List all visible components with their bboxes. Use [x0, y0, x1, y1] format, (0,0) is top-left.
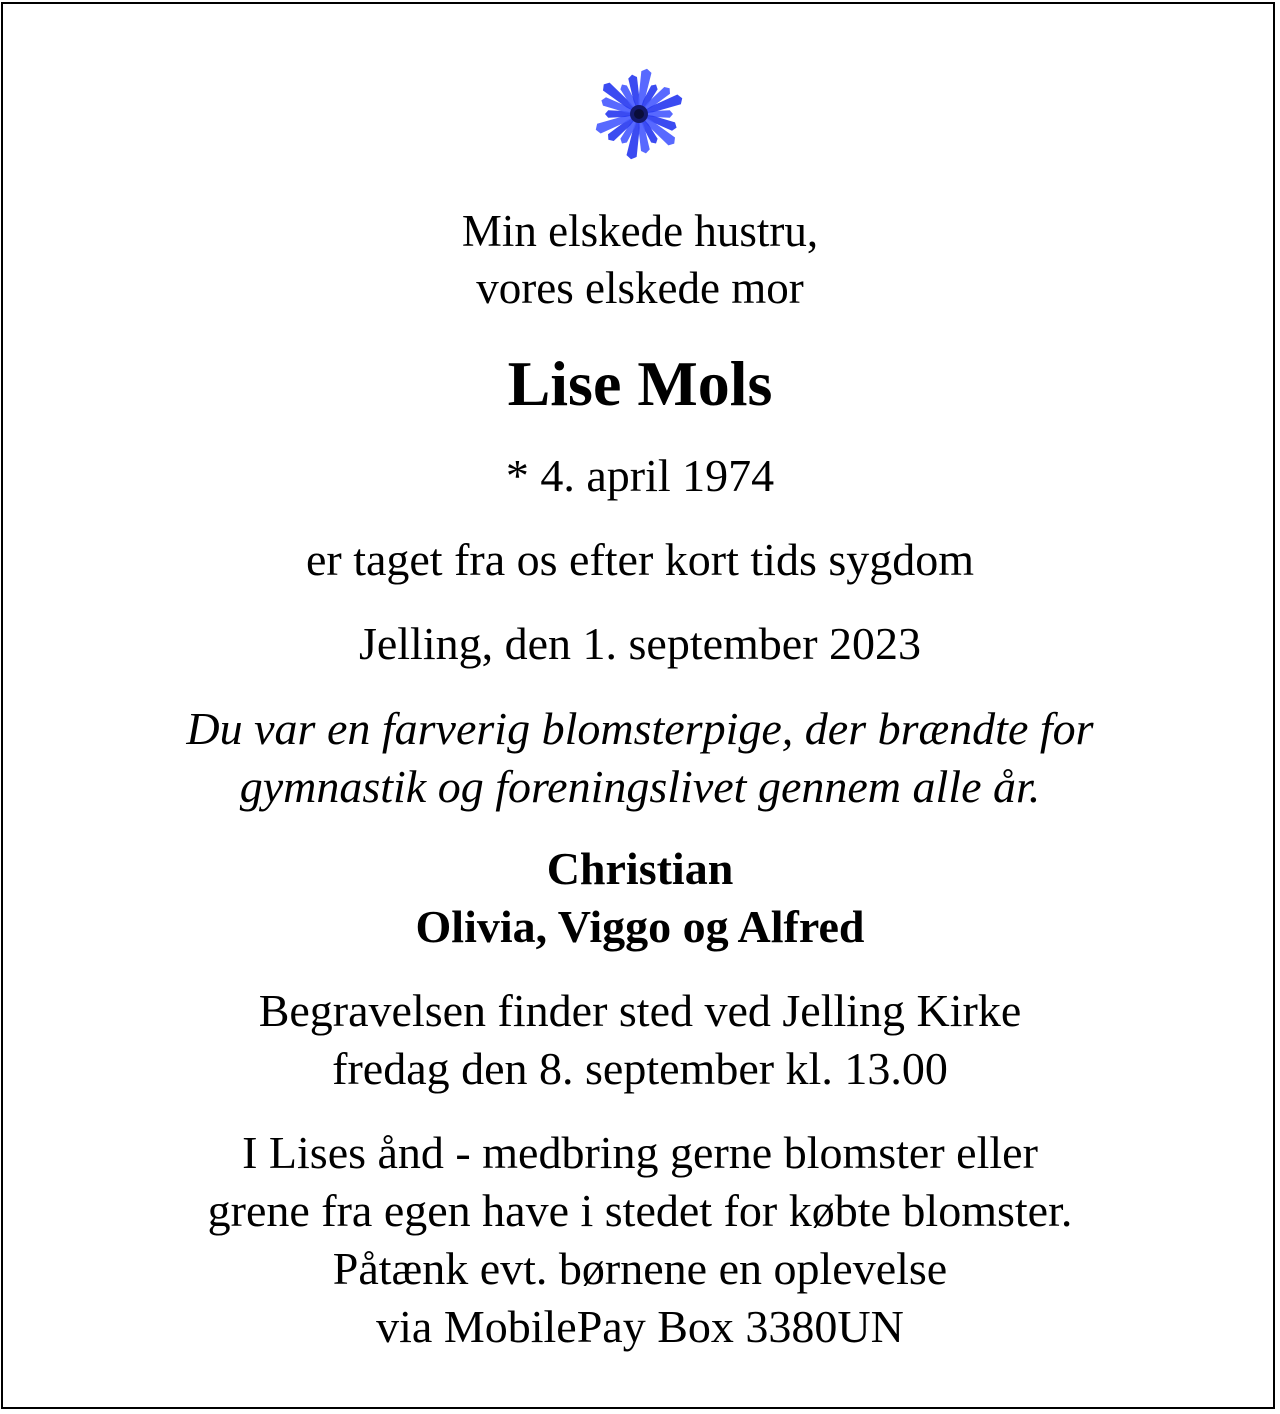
- tribute-line-1: Du var en farverig blomsterpige, der brændte for: [186, 703, 1094, 754]
- wishes-line-1: I Lises ånd - medbring gerne blomster eller: [242, 1127, 1038, 1178]
- wishes-line-2: grene fra egen have i stedet for købte blomster.: [207, 1185, 1073, 1236]
- family-line-1: Christian: [546, 843, 734, 894]
- wishes-line-4: via MobilePay Box 3380UN: [376, 1301, 904, 1352]
- birth-date: * 4. april 1974: [505, 450, 775, 501]
- intro-line-1: Min elskede hustru,: [461, 206, 819, 256]
- passing-text: er taget fra os efter kort tids sygdom: [305, 534, 975, 585]
- place-date: Jelling, den 1. september 2023: [358, 618, 922, 669]
- deceased-name: Lise Mols: [507, 348, 773, 419]
- wishes-line-3: Påtænk evt. børnene en oplevelse: [332, 1243, 948, 1294]
- funeral-line-2: fredag den 8. september kl. 13.00: [332, 1043, 948, 1094]
- family-line-2: Olivia, Viggo og Alfred: [415, 901, 865, 952]
- tribute-line-2: gymnastik og foreningslivet gennem alle år.: [239, 761, 1041, 812]
- intro-line-2: vores elskede mor: [476, 263, 804, 313]
- cornflower-icon: [590, 66, 690, 166]
- funeral-line-1: Begravelsen finder sted ved Jelling Kirke: [258, 985, 1022, 1036]
